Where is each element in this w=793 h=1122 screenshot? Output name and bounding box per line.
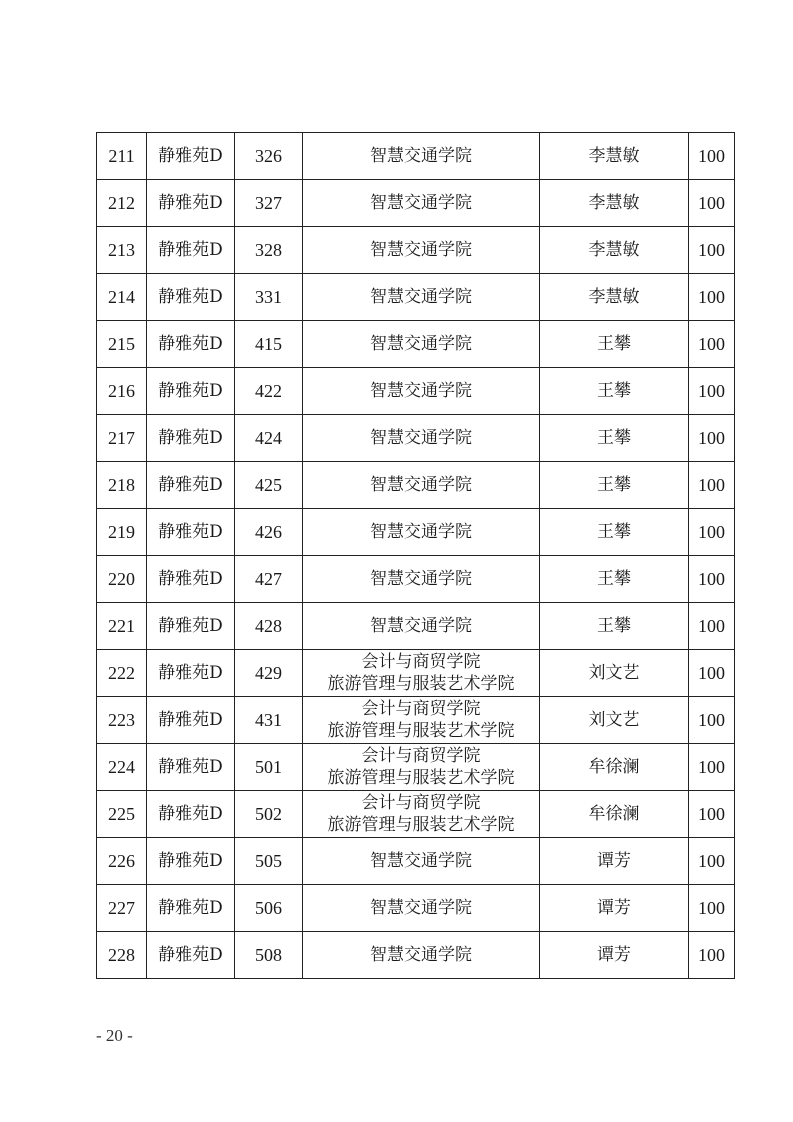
college-cell [303, 838, 540, 885]
college-name: 智慧交通学院 [370, 475, 472, 495]
college-name: 旅游管理与服装艺术学院 [327, 768, 515, 788]
score-cell: 100 [689, 603, 735, 650]
college-name: 智慧交通学院 [370, 898, 472, 918]
score-cell: 100 [689, 509, 735, 556]
table-row [97, 368, 735, 415]
building-cell: 静雅苑D [147, 885, 235, 932]
college-cell [303, 415, 540, 462]
room-number-cell: 501 [235, 744, 303, 791]
score-cell: 100 [689, 791, 735, 838]
college-cell [303, 744, 540, 791]
table-row [97, 462, 735, 509]
building-cell: 静雅苑D [147, 133, 235, 180]
score-cell: 100 [689, 462, 735, 509]
table-row [97, 180, 735, 227]
teacher-cell: 王攀 [540, 556, 689, 603]
table-body [97, 133, 735, 979]
building-cell: 静雅苑D [147, 838, 235, 885]
room-number-cell: 427 [235, 556, 303, 603]
row-number-cell: 228 [97, 932, 147, 979]
room-number-cell: 431 [235, 697, 303, 744]
college-name: 智慧交通学院 [370, 428, 472, 448]
row-number-cell: 227 [97, 885, 147, 932]
college-cell [303, 932, 540, 979]
score-cell: 100 [689, 415, 735, 462]
teacher-cell: 谭芳 [540, 932, 689, 979]
room-number-cell: 425 [235, 462, 303, 509]
college-name: 会计与商贸学院 [361, 746, 481, 766]
room-number-cell: 508 [235, 932, 303, 979]
building-cell: 静雅苑D [147, 650, 235, 697]
college-name: 智慧交通学院 [370, 945, 472, 965]
college-cell [303, 274, 540, 321]
score-cell: 100 [689, 368, 735, 415]
page-number: - 20 - [96, 1026, 133, 1045]
building-cell: 静雅苑D [147, 462, 235, 509]
table-row [97, 274, 735, 321]
college-name: 智慧交通学院 [370, 616, 472, 636]
row-number-cell: 211 [97, 133, 147, 180]
college-cell [303, 133, 540, 180]
teacher-cell: 王攀 [540, 462, 689, 509]
score-cell: 100 [689, 838, 735, 885]
building-cell: 静雅苑D [147, 744, 235, 791]
score-cell: 100 [689, 932, 735, 979]
college-name: 智慧交通学院 [370, 522, 472, 542]
teacher-cell: 谭芳 [540, 838, 689, 885]
room-number-cell: 428 [235, 603, 303, 650]
building-cell: 静雅苑D [147, 415, 235, 462]
score-cell: 100 [689, 180, 735, 227]
table-row [97, 321, 735, 368]
college-cell [303, 697, 540, 744]
room-number-cell: 505 [235, 838, 303, 885]
college-name: 智慧交通学院 [370, 193, 472, 213]
table-row [97, 415, 735, 462]
score-cell: 100 [689, 885, 735, 932]
college-name: 智慧交通学院 [370, 381, 472, 401]
college-name: 旅游管理与服装艺术学院 [327, 721, 515, 741]
row-number-cell: 216 [97, 368, 147, 415]
room-number-cell: 424 [235, 415, 303, 462]
score-cell: 100 [689, 556, 735, 603]
room-number-cell: 422 [235, 368, 303, 415]
college-cell [303, 556, 540, 603]
row-number-cell: 223 [97, 697, 147, 744]
score-cell: 100 [689, 650, 735, 697]
college-cell [303, 509, 540, 556]
teacher-cell: 李慧敏 [540, 133, 689, 180]
college-name: 智慧交通学院 [370, 569, 472, 589]
room-number-cell: 326 [235, 133, 303, 180]
teacher-cell: 谭芳 [540, 885, 689, 932]
table-row [97, 133, 735, 180]
score-cell: 100 [689, 321, 735, 368]
score-cell: 100 [689, 274, 735, 321]
college-name: 会计与商贸学院 [361, 652, 481, 672]
table-row [97, 650, 735, 697]
table-row [97, 603, 735, 650]
table-row [97, 556, 735, 603]
building-cell: 静雅苑D [147, 791, 235, 838]
building-cell: 静雅苑D [147, 227, 235, 274]
college-cell [303, 462, 540, 509]
score-cell: 100 [689, 133, 735, 180]
row-number-cell: 217 [97, 415, 147, 462]
teacher-cell: 王攀 [540, 509, 689, 556]
college-cell [303, 791, 540, 838]
table-row [97, 838, 735, 885]
building-cell: 静雅苑D [147, 509, 235, 556]
score-cell: 100 [689, 697, 735, 744]
row-number-cell: 221 [97, 603, 147, 650]
college-name: 智慧交通学院 [370, 240, 472, 260]
college-name: 智慧交通学院 [370, 334, 472, 354]
building-cell: 静雅苑D [147, 368, 235, 415]
row-number-cell: 212 [97, 180, 147, 227]
teacher-cell: 李慧敏 [540, 274, 689, 321]
table-row [97, 227, 735, 274]
teacher-cell: 王攀 [540, 415, 689, 462]
room-number-cell: 502 [235, 791, 303, 838]
college-name: 旅游管理与服装艺术学院 [327, 674, 515, 694]
college-name: 智慧交通学院 [370, 146, 472, 166]
teacher-cell: 王攀 [540, 603, 689, 650]
room-number-cell: 415 [235, 321, 303, 368]
table-row [97, 509, 735, 556]
college-cell [303, 603, 540, 650]
teacher-cell: 刘文艺 [540, 650, 689, 697]
dormitory-score-table [96, 132, 735, 979]
row-number-cell: 219 [97, 509, 147, 556]
row-number-cell: 222 [97, 650, 147, 697]
college-name: 智慧交通学院 [370, 851, 472, 871]
table-row [97, 791, 735, 838]
teacher-cell: 李慧敏 [540, 227, 689, 274]
teacher-cell: 李慧敏 [540, 180, 689, 227]
building-cell: 静雅苑D [147, 180, 235, 227]
room-number-cell: 429 [235, 650, 303, 697]
table-row [97, 932, 735, 979]
table-row [97, 744, 735, 791]
row-number-cell: 218 [97, 462, 147, 509]
room-number-cell: 506 [235, 885, 303, 932]
room-number-cell: 328 [235, 227, 303, 274]
college-cell [303, 227, 540, 274]
room-number-cell: 426 [235, 509, 303, 556]
college-name: 会计与商贸学院 [361, 699, 481, 719]
row-number-cell: 225 [97, 791, 147, 838]
score-cell: 100 [689, 744, 735, 791]
college-name: 旅游管理与服装艺术学院 [327, 815, 515, 835]
college-name: 会计与商贸学院 [361, 793, 481, 813]
score-cell: 100 [689, 227, 735, 274]
building-cell: 静雅苑D [147, 321, 235, 368]
teacher-cell: 王攀 [540, 321, 689, 368]
building-cell: 静雅苑D [147, 556, 235, 603]
row-number-cell: 213 [97, 227, 147, 274]
building-cell: 静雅苑D [147, 697, 235, 744]
row-number-cell: 220 [97, 556, 147, 603]
college-cell [303, 885, 540, 932]
room-number-cell: 327 [235, 180, 303, 227]
college-cell [303, 321, 540, 368]
teacher-cell: 牟徐澜 [540, 791, 689, 838]
teacher-cell: 牟徐澜 [540, 744, 689, 791]
row-number-cell: 226 [97, 838, 147, 885]
college-cell [303, 650, 540, 697]
teacher-cell: 王攀 [540, 368, 689, 415]
row-number-cell: 214 [97, 274, 147, 321]
college-cell [303, 368, 540, 415]
college-name: 智慧交通学院 [370, 287, 472, 307]
row-number-cell: 215 [97, 321, 147, 368]
row-number-cell: 224 [97, 744, 147, 791]
building-cell: 静雅苑D [147, 932, 235, 979]
college-cell [303, 180, 540, 227]
building-cell: 静雅苑D [147, 274, 235, 321]
teacher-cell: 刘文艺 [540, 697, 689, 744]
table-row [97, 885, 735, 932]
building-cell: 静雅苑D [147, 603, 235, 650]
table-row [97, 697, 735, 744]
room-number-cell: 331 [235, 274, 303, 321]
